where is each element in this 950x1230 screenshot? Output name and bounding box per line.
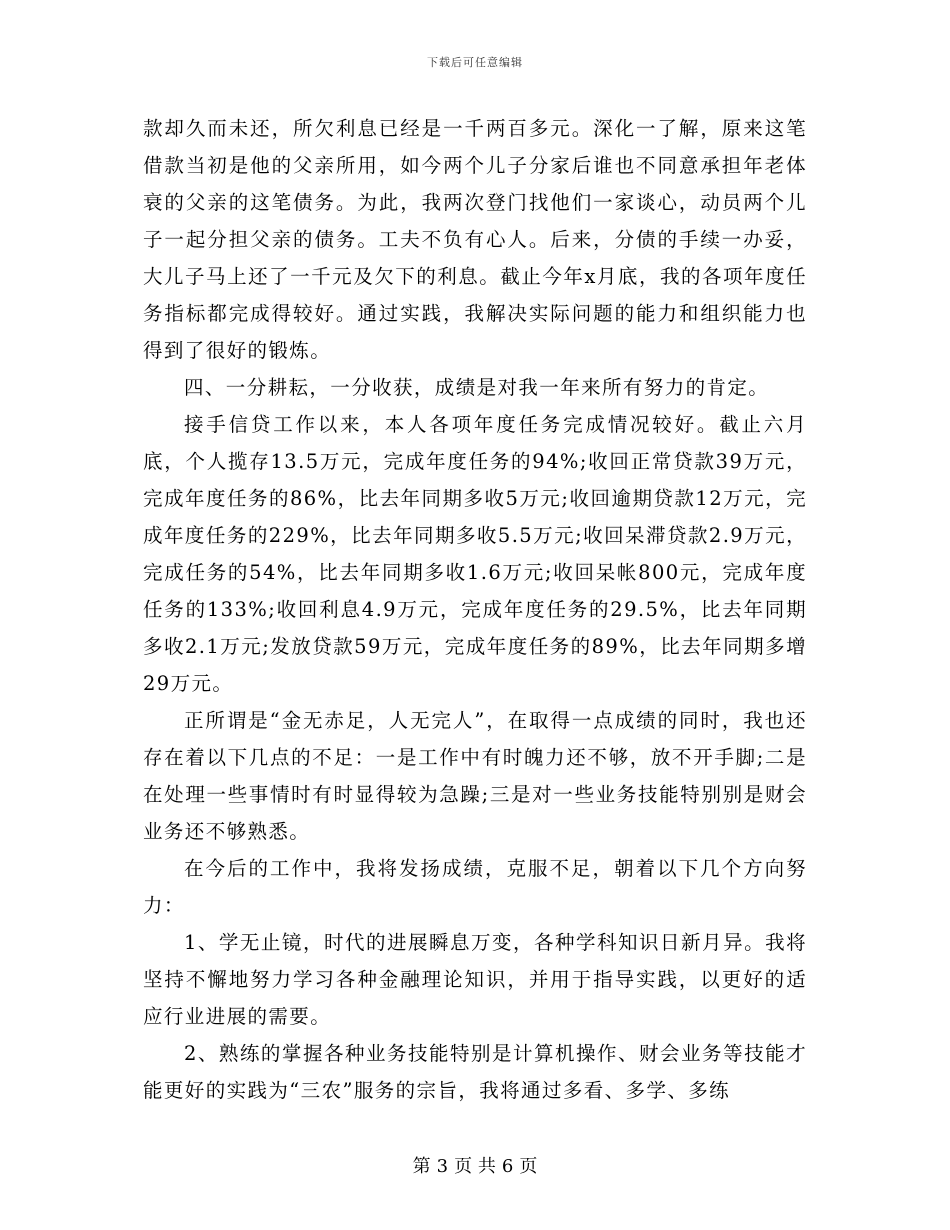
footer-label-end: 页	[519, 1156, 538, 1177]
paragraph-4: 正所谓是“金无赤足，人无完人”，在取得一点成绩的同时，我也还存在着以下几点的不足：一是工作中有时魄力还不够，放不开手脚;二是在处理一些事情时有时显得较为急躁;三是对一些业务技能特别别是财会业务还不够熟悉。	[143, 709, 807, 843]
footer-current-page: 3	[436, 1156, 449, 1177]
footer-label-page: 第	[412, 1156, 431, 1177]
paragraph-2: 四、一分耕耘，一分收获，成绩是对我一年来所有努力的肯定。	[184, 376, 770, 399]
paragraph-7: 2、熟练的掌握各种业务技能特别是计算机操作、财会业务等技能才能更好的实践为“三农”服务的宗旨，我将通过多看、多学、多练	[143, 1042, 807, 1102]
paragraph-6: 1、学无止镜，时代的进展瞬息万变，各种学科知识日新月异。我将坚持不懈地努力学习各种金融理论知识，并用于指导实践，以更好的适应行业进展的需要。	[143, 931, 807, 1028]
page-footer	[0, 1152, 950, 1178]
footer-label-of: 页 共	[454, 1156, 496, 1177]
document-body	[143, 110, 807, 1109]
footer-total-pages: 6	[501, 1156, 514, 1177]
paragraph-5: 在今后的工作中，我将发扬成绩，克服不足，朝着以下几个方向努力：	[143, 857, 807, 917]
paragraph-3: 接手信贷工作以来，本人各项年度任务完成情况较好。截止六月底，个人揽存13.5万元，完成年度任务的94%;收回正常贷款39万元，完成年度任务的86%，比去年同期多收5万元;收回逾期贷款12万元，完成年度任务的229%，比去年同期多收5.5万元;收回呆滞贷款2.9万元，完成任务的54%，比去年同期多收1.6万元;收回呆帐800元，完成年度任务的133%;收回利息4.9万元，完成年度任务的29.5%，比去年同期多收2.1万元;发放贷款59万元，完成年度任务的89%，比去年同期多增29万元。	[143, 413, 807, 695]
page-header-note: 下载后可任意编辑	[427, 56, 523, 69]
paragraph-1: 款却久而未还，所欠利息已经是一千两百多元。深化一了解，原来这笔借款当初是他的父亲所用，如今两个儿子分家后谁也不同意承担年老体衰的父亲的这笔债务。为此，我两次登门找他们一家谈心，动员两个儿子一起分担父亲的债务。工夫不负有心人。后来，分债的手续一办妥，大儿子马上还了一千元及欠下的利息。截止今年x月底，我的各项年度任务指标都完成得较好。通过实践，我解决实际问题的能力和组织能力也得到了很好的锻炼。	[143, 117, 807, 362]
